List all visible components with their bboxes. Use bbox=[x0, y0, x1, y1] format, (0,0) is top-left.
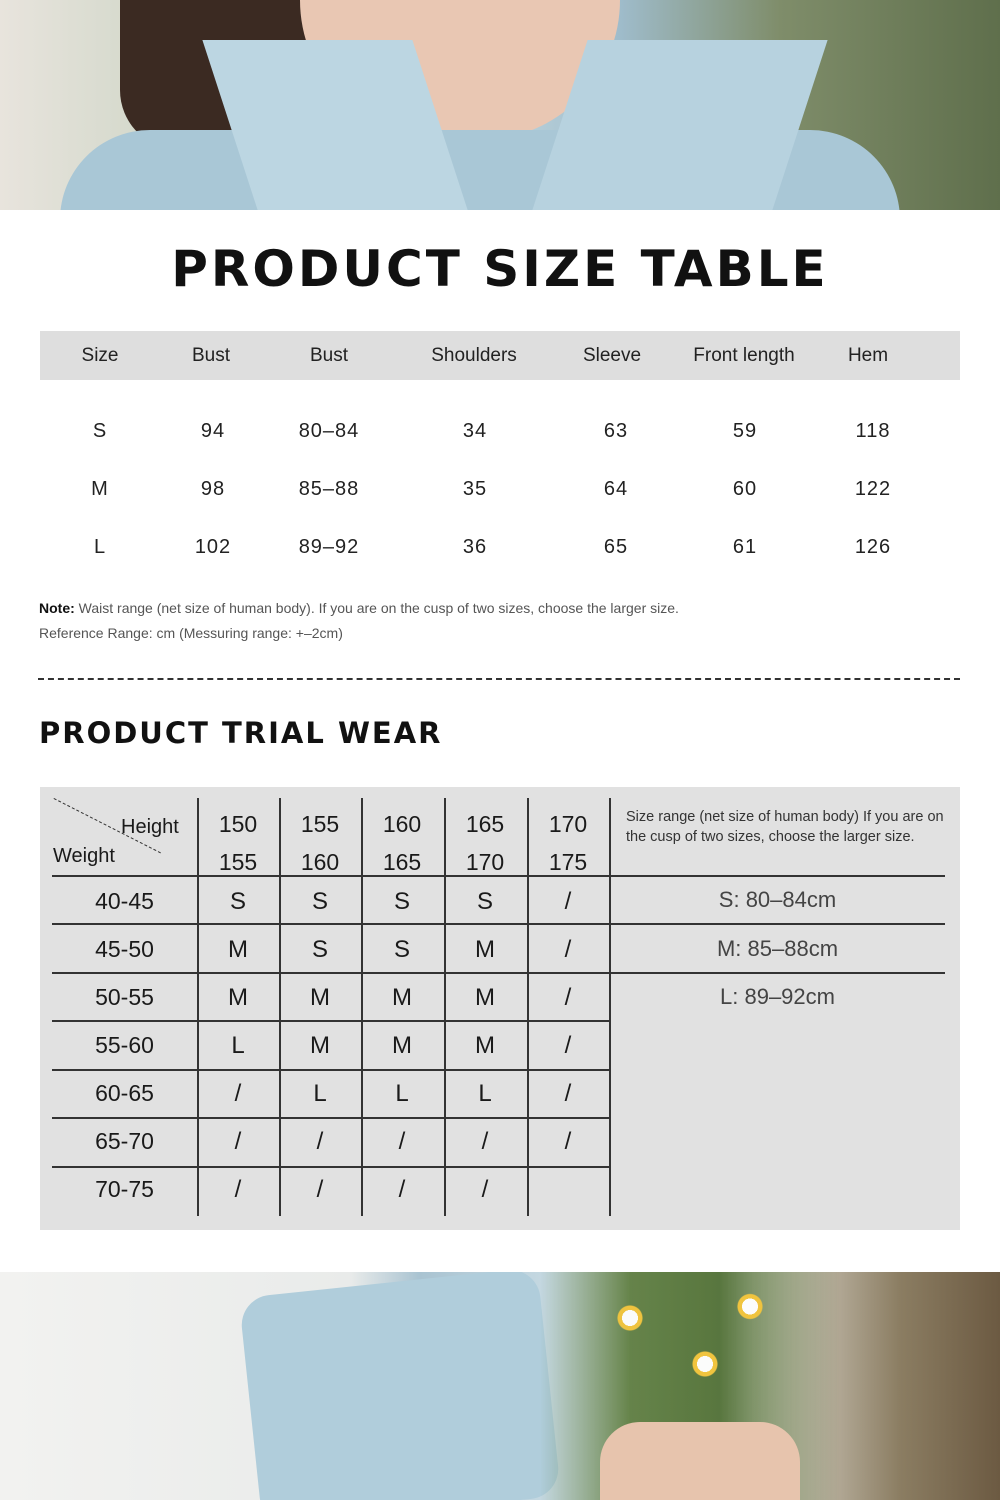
cell: 61 bbox=[732, 536, 758, 558]
height-col-5 bbox=[527, 805, 609, 881]
size-cell: M bbox=[475, 984, 495, 1011]
height-to: 155 bbox=[218, 849, 258, 875]
size-cell: / bbox=[564, 1128, 572, 1155]
height-from: 165 bbox=[465, 811, 505, 837]
size-table bbox=[40, 331, 960, 576]
size-note bbox=[39, 596, 679, 646]
height-from: 155 bbox=[300, 811, 340, 837]
size-cell: M bbox=[475, 936, 495, 963]
weight-label: 55-60 bbox=[95, 1032, 154, 1058]
size-cell: / bbox=[234, 1080, 242, 1107]
size-cell: S bbox=[393, 936, 410, 963]
size-cell: M bbox=[228, 984, 248, 1011]
cell: 126 bbox=[854, 536, 892, 558]
note-line-1: Waist range (net size of human body). If you are on the cusp of two sizes, choose the larger size. bbox=[74, 600, 679, 616]
weight-label: 45-50 bbox=[95, 936, 154, 962]
cell: 94 bbox=[200, 420, 226, 442]
size-cell: S bbox=[311, 936, 328, 963]
cell: 85–88 bbox=[298, 478, 360, 500]
trial-wear-title: PRODUCT TRIAL WEAR bbox=[39, 716, 443, 750]
cell: 80–84 bbox=[298, 420, 360, 442]
note-label: Note: bbox=[39, 600, 75, 616]
header-hem: Hem bbox=[847, 345, 889, 366]
corner-height-label: Height bbox=[121, 816, 179, 838]
header-shoulders: Shoulders bbox=[431, 345, 517, 366]
size-cell: S bbox=[229, 888, 246, 915]
cell: 35 bbox=[462, 478, 488, 500]
size-cell: / bbox=[234, 1128, 242, 1155]
weight-label: 40-45 bbox=[95, 888, 154, 914]
weight-label: 60-65 bbox=[95, 1080, 154, 1106]
header-size: Size bbox=[81, 345, 119, 366]
cell: 34 bbox=[462, 420, 488, 442]
cell: 89–92 bbox=[298, 536, 360, 558]
size-cell: / bbox=[398, 1176, 406, 1203]
size-range-note: Size range (net size of human body) If you are on the cusp of two sizes, choose the larger size. bbox=[626, 809, 944, 845]
header-bust-range: Bust bbox=[309, 345, 349, 366]
height-to: 165 bbox=[382, 849, 422, 875]
section-divider bbox=[38, 678, 960, 680]
header-bust: Bust bbox=[191, 345, 231, 366]
cell: 102 bbox=[194, 536, 232, 558]
height-from: 160 bbox=[382, 811, 422, 837]
height-from: 150 bbox=[218, 811, 258, 837]
size-cell: / bbox=[481, 1128, 489, 1155]
size-cell: L bbox=[395, 1080, 409, 1107]
cell: 36 bbox=[462, 536, 488, 558]
size-cell: M bbox=[392, 984, 412, 1011]
size-cell: M bbox=[475, 1032, 495, 1059]
size-cell: M bbox=[392, 1032, 412, 1059]
height-col-1 bbox=[197, 805, 279, 881]
size-cell: M bbox=[310, 1032, 330, 1059]
range-m: M: 85–88cm bbox=[716, 936, 839, 961]
height-col-3 bbox=[361, 805, 443, 881]
note-line-2: Reference Range: cm (Messuring range: +–2cm) bbox=[39, 625, 343, 641]
size-cell: M bbox=[228, 936, 248, 963]
cell: 65 bbox=[603, 536, 629, 558]
size-cell: / bbox=[316, 1176, 324, 1203]
cell: 64 bbox=[603, 478, 629, 500]
corner-weight-label: Weight bbox=[53, 845, 115, 867]
cell: 118 bbox=[855, 420, 891, 442]
size-cell: / bbox=[481, 1176, 489, 1203]
size-table-header bbox=[40, 331, 960, 380]
trial-wear-table bbox=[40, 787, 960, 1230]
size-cell: / bbox=[316, 1128, 324, 1155]
size-cell: M bbox=[310, 984, 330, 1011]
weight-label: 70-75 bbox=[95, 1176, 154, 1202]
size-cell: S bbox=[393, 888, 410, 915]
bottom-product-photo bbox=[0, 1272, 1000, 1500]
height-from: 170 bbox=[548, 811, 588, 837]
cell: 63 bbox=[603, 420, 629, 442]
size-cell: S bbox=[476, 888, 493, 915]
height-col-2 bbox=[279, 805, 361, 881]
weight-label: 50-55 bbox=[95, 984, 154, 1010]
size-cell: L bbox=[478, 1080, 492, 1107]
cell: 60 bbox=[732, 478, 758, 500]
size-cell: L bbox=[313, 1080, 327, 1107]
header-front-length: Front length bbox=[693, 345, 795, 366]
table-row bbox=[40, 402, 960, 460]
height-to: 175 bbox=[548, 849, 588, 875]
size-cell: L bbox=[231, 1032, 245, 1059]
top-product-photo bbox=[0, 0, 1000, 210]
cell: L bbox=[93, 536, 107, 558]
size-cell: / bbox=[564, 984, 572, 1011]
page-title: PRODUCT SIZE TABLE bbox=[171, 240, 829, 298]
table-row bbox=[40, 518, 960, 576]
size-cell: / bbox=[398, 1128, 406, 1155]
height-to: 170 bbox=[465, 849, 505, 875]
cell: M bbox=[91, 478, 109, 500]
cell: S bbox=[92, 420, 108, 442]
size-cell: S bbox=[311, 888, 328, 915]
range-s: S: 80–84cm bbox=[718, 887, 837, 912]
header-sleeve: Sleeve bbox=[582, 345, 642, 366]
cell: 122 bbox=[854, 478, 892, 500]
weight-label: 65-70 bbox=[95, 1128, 154, 1154]
cell: 98 bbox=[200, 478, 226, 500]
size-cell: / bbox=[564, 936, 572, 963]
range-l: L: 89–92cm bbox=[720, 984, 835, 1009]
size-cell: / bbox=[564, 1032, 572, 1059]
height-to: 160 bbox=[300, 849, 340, 875]
size-cell: / bbox=[564, 1080, 572, 1107]
size-cell: / bbox=[234, 1176, 242, 1203]
cell: 59 bbox=[732, 420, 758, 442]
size-cell: / bbox=[564, 888, 572, 915]
table-row bbox=[40, 460, 960, 518]
height-col-4 bbox=[444, 805, 526, 881]
